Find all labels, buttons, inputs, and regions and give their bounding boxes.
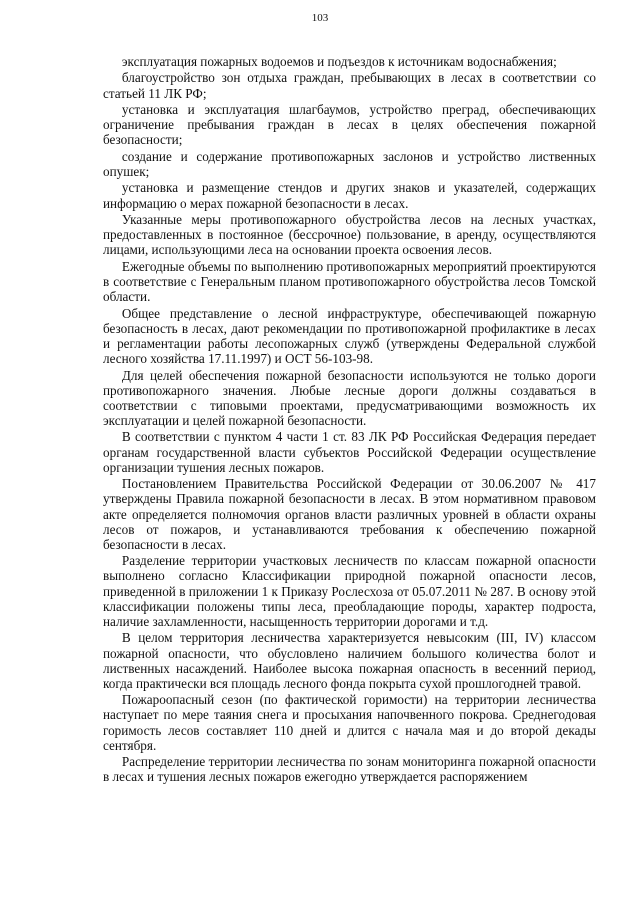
paragraph: Общее представление о лесной инфраструктуре, обеспечивающей пожарную безопасность в лесах, дают рекомендации по противопожарной профилактике в лесах и регламентации работы лесопожарных служб (утверждены Федеральной службой лесного хозяйства 17.11.1997) и ОСТ 56-103-98. [103, 305, 596, 367]
document-body [103, 54, 596, 785]
paragraph: В соответствии с пунктом 4 части 1 ст. 83 ЛК РФ Российская Федерация передает органам государственной власти субъектов Российской Федерации осуществление организации тушения лесных пожаров. [103, 429, 596, 475]
paragraph: Пожароопасный сезон (по фактической горимости) на территории лесничества наступает по мере таяния снега и просыхания напочвенного покрова. Среднегодовая горимость лесов составляет 110 дней и длится с начала мая и до второй декады сентября. [103, 692, 596, 753]
paragraph: Разделение территории участковых лесничеств по классам пожарной опасности выполнено согласно Классификации природной пожарной опасности лесов, приведенной в приложении 1 к Приказу Рослесхоза от 05.07.2011 № 287. В основу этой классификации положены типы леса, преобладающие породы, характер подроста, наличие захламленности, насыщенность территории дорогами и т.д. [103, 553, 596, 629]
paragraph: установка и размещение стендов и других знаков и указателей, содержащих информацию о мерах пожарной безопасности в лесах. [103, 180, 596, 211]
paragraph: Ежегодные объемы по выполнению противопожарных мероприятий проектируются в соответствие с Генеральным планом противопожарного обустройства лесов Томской области. [103, 258, 596, 305]
paragraph: Постановлением Правительства Российской Федерации от 30.06.2007 № 417 утверждены Правила пожарной безопасности в лесах. В этом нормативном правовом акте определяется полномочия органов власти различных уровней в области охраны лесов от пожаров, и устанавливаются требования к обеспечению пожарной безопасности в лесах. [103, 476, 596, 552]
paragraph: Указанные меры противопожарного обустройства лесов на лесных участках, предоставленных в постоянное (бессрочное) пользование, в аренду, осуществляются лицами, использующими леса на основании проекта освоения лесов. [103, 212, 596, 258]
paragraph: создание и содержание противопожарных заслонов и устройство лиственных опушек; [103, 148, 596, 179]
paragraph: благоустройство зон отдыха граждан, пребывающих в лесах в соответствии со статьей 11 ЛК РФ; [103, 70, 596, 101]
paragraph: установка и эксплуатация шлагбаумов, устройство преград, обеспечивающих ограничение пребывания граждан в лесах в целях обеспечения пожарной безопасности; [103, 102, 596, 148]
paragraph: Распределение территории лесничества по зонам мониторинга пожарной опасности в лесах и тушения лесных пожаров ежегодно утверждается распоряжением [103, 754, 596, 785]
page-number: 103 [311, 12, 329, 24]
paragraph: В целом территория лесничества характеризуется невысоким (III, IV) классом пожарной опасности, что обусловлено наличием большого количества болот и лиственных насаждений. Наиболее высока пожарная опасность в весенний период, когда практически вся площадь лесного фонда покрыта сухой прошлогодней травой. [103, 630, 596, 691]
paragraph: эксплуатация пожарных водоемов и подъездов к источникам водоснабжения; [121, 54, 557, 69]
paragraph: Для целей обеспечения пожарной безопасности используются не только дороги противопожарного значения. Любые лесные дороги должны создаваться в соответствии с типовыми проектами, предусматривающими возможность их эксплуатации и целей пожарной безопасности. [103, 367, 596, 428]
